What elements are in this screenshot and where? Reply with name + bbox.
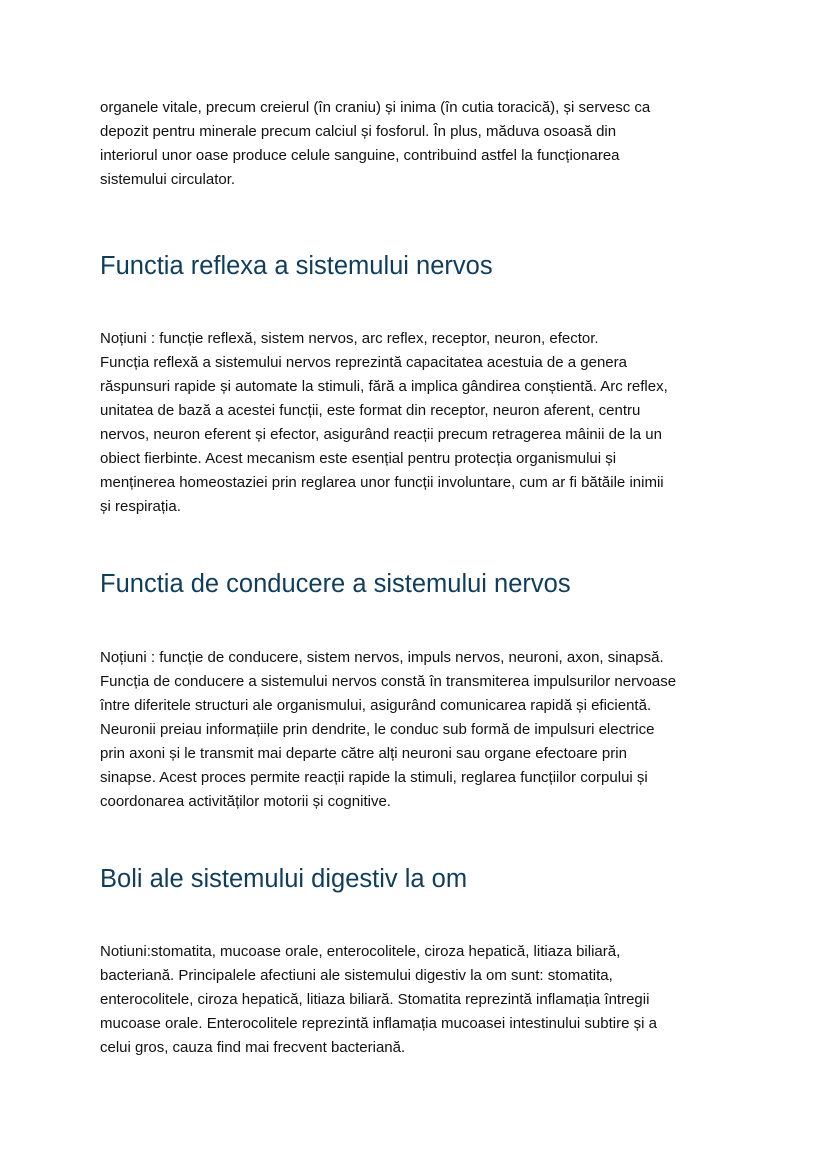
section-paragraph-digestive-diseases	[100, 940, 740, 1060]
paragraph-line: menținerea homeostaziei prin reglarea unor funcții involuntare, cum ar fi bătăile inimii	[100, 474, 664, 491]
paragraph-line: Notiuni:stomatita, mucoase orale, enterocolitele, ciroza hepatică, litiaza biliară,	[100, 943, 621, 960]
paragraph-line: bacteriană. Principalele afectiuni ale sistemului digestiv la om sunt: stomatita,	[100, 967, 613, 984]
section-paragraph-reflex-function	[100, 327, 740, 519]
intro-line: interiorul unor oase produce celule sanguine, contribuind astfel la funcționarea	[100, 147, 620, 164]
paragraph-line: obiect fierbinte. Acest mecanism este esențial pentru protecția organismului și	[100, 450, 617, 467]
intro-line: sistemului circulator.	[100, 171, 236, 188]
paragraph-line: între diferitele structuri ale organismului, asigurând comunicarea rapidă și eficientă.	[100, 697, 652, 714]
paragraph-line: răspunsuri rapide și automate la stimuli, fără a implica gândirea conștientă. Arc reflex,	[100, 378, 668, 395]
paragraph-line: și respirația.	[100, 498, 181, 515]
paragraph-line: Noțiuni : funcție reflexă, sistem nervos, arc reflex, receptor, neuron, efector.	[100, 330, 599, 347]
intro-line: organele vitale, precum creierul (în craniu) și inima (în cutia toracică), și servesc ca	[100, 99, 651, 116]
paragraph-line: Funcția reflexă a sistemului nervos reprezintă capacitatea acestuia de a genera	[100, 354, 627, 371]
section-paragraph-conduction-function	[100, 646, 740, 814]
intro-paragraph	[100, 96, 740, 192]
document-page	[100, 96, 740, 1060]
paragraph-line: prin axoni și le transmit mai departe către alți neuroni sau organe efectoare prin	[100, 745, 627, 762]
section-heading-conduction-function: Functia de conducere a sistemului nervos	[100, 570, 571, 598]
paragraph-line: enterocolitele, ciroza hepatică, litiaza biliară. Stomatita reprezintă inflamația întregii	[100, 991, 650, 1008]
paragraph-line: nervos, neuron eferent și efector, asigurând reacții precum retragerea mâinii de la un	[100, 426, 662, 443]
paragraph-line: Funcția de conducere a sistemului nervos constă în transmiterea impulsurilor nervoase	[100, 673, 677, 690]
paragraph-line: Neuronii preiau informațiile prin dendrite, le conduc sub formă de impulsuri electrice	[100, 721, 655, 738]
section-heading-digestive-diseases: Boli ale sistemului digestiv la om	[100, 865, 468, 893]
paragraph-line: mucoase orale. Enterocolitele reprezintă inflamația mucoasei intestinului subtire și a	[100, 1015, 657, 1032]
section-heading-reflex-function: Functia reflexa a sistemului nervos	[100, 252, 493, 280]
paragraph-line: coordonarea activităților motorii și cognitive.	[100, 793, 391, 810]
intro-line: depozit pentru minerale precum calciul și fosforul. În plus, măduva osoasă din	[100, 123, 617, 140]
paragraph-line: sinapse. Acest proces permite reacții rapide la stimuli, reglarea funcțiilor corpului și	[100, 769, 648, 786]
paragraph-line: Noțiuni : funcție de conducere, sistem nervos, impuls nervos, neuroni, axon, sinapsă.	[100, 649, 664, 666]
paragraph-line: unitatea de bază a acestei funcții, este format din receptor, neuron aferent, centru	[100, 402, 641, 419]
paragraph-line: celui gros, cauza find mai frecvent bacteriană.	[100, 1039, 406, 1056]
